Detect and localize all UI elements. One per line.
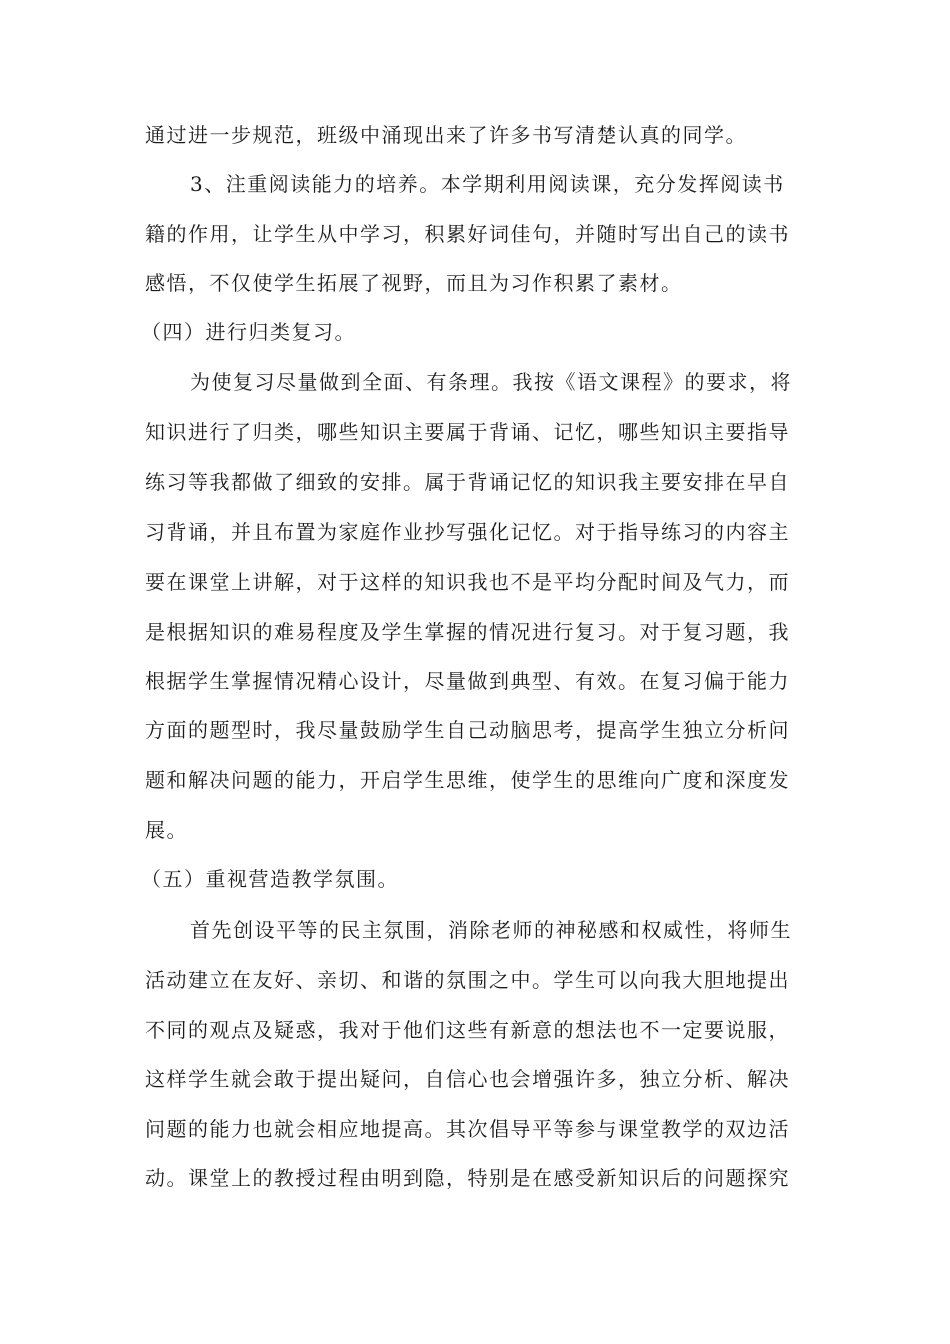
paragraph-line: 3、注重阅读能力的培养。本学期利用阅读课，充分发挥阅读书: [190, 172, 785, 196]
paragraph-line: 要在课堂上讲解，对于这样的知识我也不是平均分配时间及气力，而: [145, 570, 790, 594]
paragraph-line: 感悟，不仅使学生拓展了视野，而且为习作积累了素材。: [145, 271, 683, 295]
paragraph-line: 根据学生掌握情况精心设计，尽量做到典型、有效。在复习偏于能力: [145, 669, 790, 693]
paragraph-line: 通过进一步规范，班级中涌现出来了许多书写清楚认真的同学。: [145, 123, 747, 147]
paragraph-line: 练习等我都做了细致的安排。属于背诵记忆的知识我主要安排在早自: [145, 470, 790, 494]
paragraph-line: 动。课堂上的教授过程由明到隐，特别是在感受新知识后的问题探究: [145, 1166, 790, 1190]
paragraph-line: 问题的能力也就会相应地提高。其次倡导平等参与课堂教学的双边活: [145, 1117, 790, 1141]
paragraph-line: 为使复习尽量做到全面、有条理。我按《语文课程》的要求，将: [190, 370, 792, 394]
paragraph-line: 是根据知识的难易程度及学生掌握的情况进行复习。对于复习题，我: [145, 620, 790, 644]
paragraph-line: 展。: [145, 818, 188, 842]
paragraph-line: 这样学生就会敢于提出疑问，自信心也会增强许多，独立分析、解决: [145, 1067, 790, 1091]
paragraph-line: 首先创设平等的民主氛围，消除老师的神秘感和权威性，将师生: [190, 918, 792, 942]
section-heading: （五）重视营造教学氛围。: [141, 867, 399, 891]
paragraph-line: 方面的题型时，我尽量鼓励学生自己动脑思考，提高学生独立分析问: [145, 718, 790, 742]
paragraph-line: 籍的作用，让学生从中学习，积累好词佳句，并随时写出自己的读书: [145, 222, 790, 246]
paragraph-line: 不同的观点及疑惑，我对于他们这些有新意的想法也不一定要说服，: [145, 1018, 790, 1042]
paragraph-line: 题和解决问题的能力，开启学生思维，使学生的思维向广度和深度发: [145, 768, 790, 792]
section-heading: （四）进行归类复习。: [141, 320, 356, 344]
paragraph-line: 知识进行了归类，哪些知识主要属于背诵、记忆，哪些知识主要指导: [145, 420, 790, 444]
paragraph-line: 活动建立在友好、亲切、和谐的氛围之中。学生可以向我大胆地提出: [145, 968, 790, 992]
paragraph-line: 习背诵，并且布置为家庭作业抄写强化记忆。对于指导练习的内容主: [145, 520, 790, 544]
